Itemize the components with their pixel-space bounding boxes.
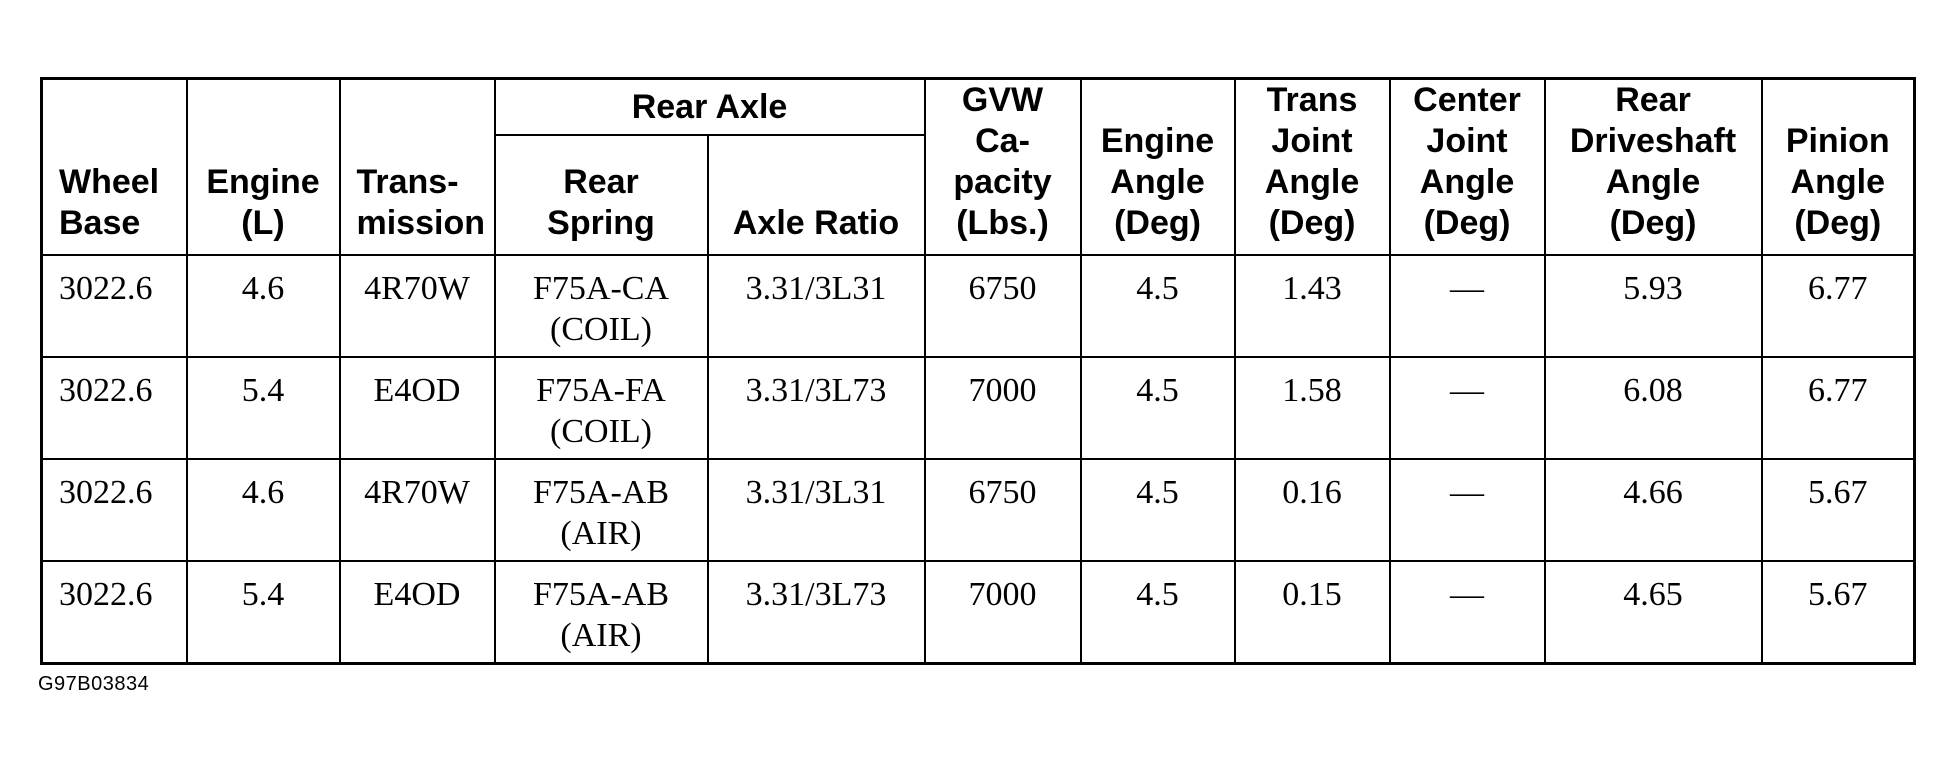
cell-trans-joint-angle: 1.58 — [1235, 357, 1390, 459]
cell-line: (AIR) — [560, 617, 642, 654]
header-line: Base — [59, 204, 141, 242]
cell-line: F75A-FA — [536, 372, 666, 409]
cell-rear-spring — [495, 255, 708, 357]
cell-center-joint-angle: — — [1390, 255, 1545, 357]
cell-wheel-base: 3022.6 — [42, 357, 187, 459]
cell-transmission: E4OD — [340, 561, 495, 664]
header-trans-joint-angle — [1235, 79, 1390, 256]
header-line: Angle — [1110, 163, 1205, 201]
cell-axle-ratio: 3.31/3L31 — [708, 459, 925, 561]
header-row-top — [42, 79, 1915, 136]
header-line: (Deg) — [1794, 204, 1882, 242]
cell-rear-driveshaft-angle: 4.66 — [1545, 459, 1762, 561]
header-line: Wheel — [59, 163, 160, 201]
header-rear-driveshaft-angle — [1545, 79, 1762, 256]
header-line: Joint — [1426, 122, 1508, 160]
header-line: Engine — [1100, 122, 1215, 160]
header-center-joint-angle — [1390, 79, 1545, 256]
cell-transmission: 4R70W — [340, 255, 495, 357]
cell-trans-joint-angle: 0.15 — [1235, 561, 1390, 664]
header-line: Trans — [1266, 81, 1358, 119]
header-line: Angle — [1264, 163, 1360, 201]
cell-engine-angle: 4.5 — [1081, 561, 1235, 664]
cell-line: (AIR) — [560, 515, 642, 552]
cell-gvw-capacity: 7000 — [925, 561, 1081, 664]
cell-rear-spring — [495, 459, 708, 561]
cell-line: F75A-CA — [532, 270, 670, 307]
cell-center-joint-angle: — — [1390, 561, 1545, 664]
header-line: (Deg) — [1423, 204, 1511, 242]
header-line: Axle Ratio — [732, 204, 900, 242]
figure-id-label: G97B03834 — [38, 673, 150, 695]
table-row — [42, 255, 1915, 357]
header-line: Rear — [1615, 81, 1691, 119]
header-line: Joint — [1271, 122, 1353, 160]
header-line: (Lbs.) — [956, 204, 1049, 242]
cell-line: (COIL) — [550, 413, 652, 450]
header-line: Rear — [563, 163, 639, 201]
cell-rear-driveshaft-angle: 6.08 — [1545, 357, 1762, 459]
header-line: Angle — [1419, 163, 1515, 201]
cell-engine-angle: 4.5 — [1081, 255, 1235, 357]
cell-transmission: 4R70W — [340, 459, 495, 561]
table-row — [42, 561, 1915, 664]
header-line: mission — [356, 204, 485, 242]
cell-pinion-angle: 6.77 — [1762, 255, 1915, 357]
cell-pinion-angle: 5.67 — [1762, 459, 1915, 561]
cell-rear-spring — [495, 357, 708, 459]
cell-center-joint-angle: — — [1390, 357, 1545, 459]
header-line: Angle — [1605, 163, 1701, 201]
header-line: Pinion — [1785, 122, 1890, 160]
cell-wheel-base: 3022.6 — [42, 459, 187, 561]
header-line: Trans- — [356, 163, 459, 201]
header-rear-axle-group: Rear Axle — [495, 79, 925, 136]
cell-trans-joint-angle: 1.43 — [1235, 255, 1390, 357]
cell-pinion-angle: 5.67 — [1762, 561, 1915, 664]
header-line: Driveshaft — [1569, 122, 1737, 160]
header-engine-angle — [1081, 79, 1235, 256]
cell-rear-driveshaft-angle: 4.65 — [1545, 561, 1762, 664]
header-line: (Deg) — [1268, 204, 1356, 242]
header-pinion-angle — [1762, 79, 1915, 256]
cell-gvw-capacity: 6750 — [925, 459, 1081, 561]
header-gvw-capacity — [925, 79, 1081, 256]
cell-line: F75A-AB — [532, 576, 670, 613]
header-line: (L) — [241, 204, 285, 242]
header-line: Angle — [1790, 163, 1885, 201]
cell-engine-angle: 4.5 — [1081, 459, 1235, 561]
table-row — [42, 459, 1915, 561]
cell-engine: 4.6 — [187, 255, 340, 357]
header-transmission — [340, 79, 495, 256]
cell-line: (COIL) — [550, 311, 652, 348]
header-engine — [187, 79, 340, 256]
header-line: pacity — [953, 163, 1052, 201]
header-line: GVW — [961, 81, 1044, 119]
header-line: Spring — [547, 204, 655, 242]
cell-engine: 5.4 — [187, 357, 340, 459]
cell-gvw-capacity: 6750 — [925, 255, 1081, 357]
cell-engine-angle: 4.5 — [1081, 357, 1235, 459]
cell-rear-driveshaft-angle: 5.93 — [1545, 255, 1762, 357]
header-axle-ratio — [708, 135, 925, 255]
cell-wheel-base: 3022.6 — [42, 255, 187, 357]
table-header — [42, 79, 1915, 256]
header-line: Engine — [206, 163, 320, 201]
cell-axle-ratio: 3.31/3L73 — [708, 357, 925, 459]
table-body — [42, 255, 1915, 664]
cell-gvw-capacity: 7000 — [925, 357, 1081, 459]
cell-engine: 5.4 — [187, 561, 340, 664]
header-line: Ca- — [975, 122, 1030, 160]
header-line: (Deg) — [1609, 204, 1697, 242]
header-line: (Deg) — [1114, 204, 1201, 242]
header-line: Center — [1413, 81, 1521, 119]
cell-pinion-angle: 6.77 — [1762, 357, 1915, 459]
cell-trans-joint-angle: 0.16 — [1235, 459, 1390, 561]
cell-wheel-base: 3022.6 — [42, 561, 187, 664]
header-wheel-base — [42, 79, 187, 256]
header-rear-spring — [495, 135, 708, 255]
cell-transmission: E4OD — [340, 357, 495, 459]
cell-line: F75A-AB — [532, 474, 670, 511]
cell-rear-spring — [495, 561, 708, 664]
table-row — [42, 357, 1915, 459]
driveshaft-angle-spec-table — [40, 77, 1916, 665]
cell-center-joint-angle: — — [1390, 459, 1545, 561]
cell-axle-ratio: 3.31/3L73 — [708, 561, 925, 664]
cell-engine: 4.6 — [187, 459, 340, 561]
cell-axle-ratio: 3.31/3L31 — [708, 255, 925, 357]
